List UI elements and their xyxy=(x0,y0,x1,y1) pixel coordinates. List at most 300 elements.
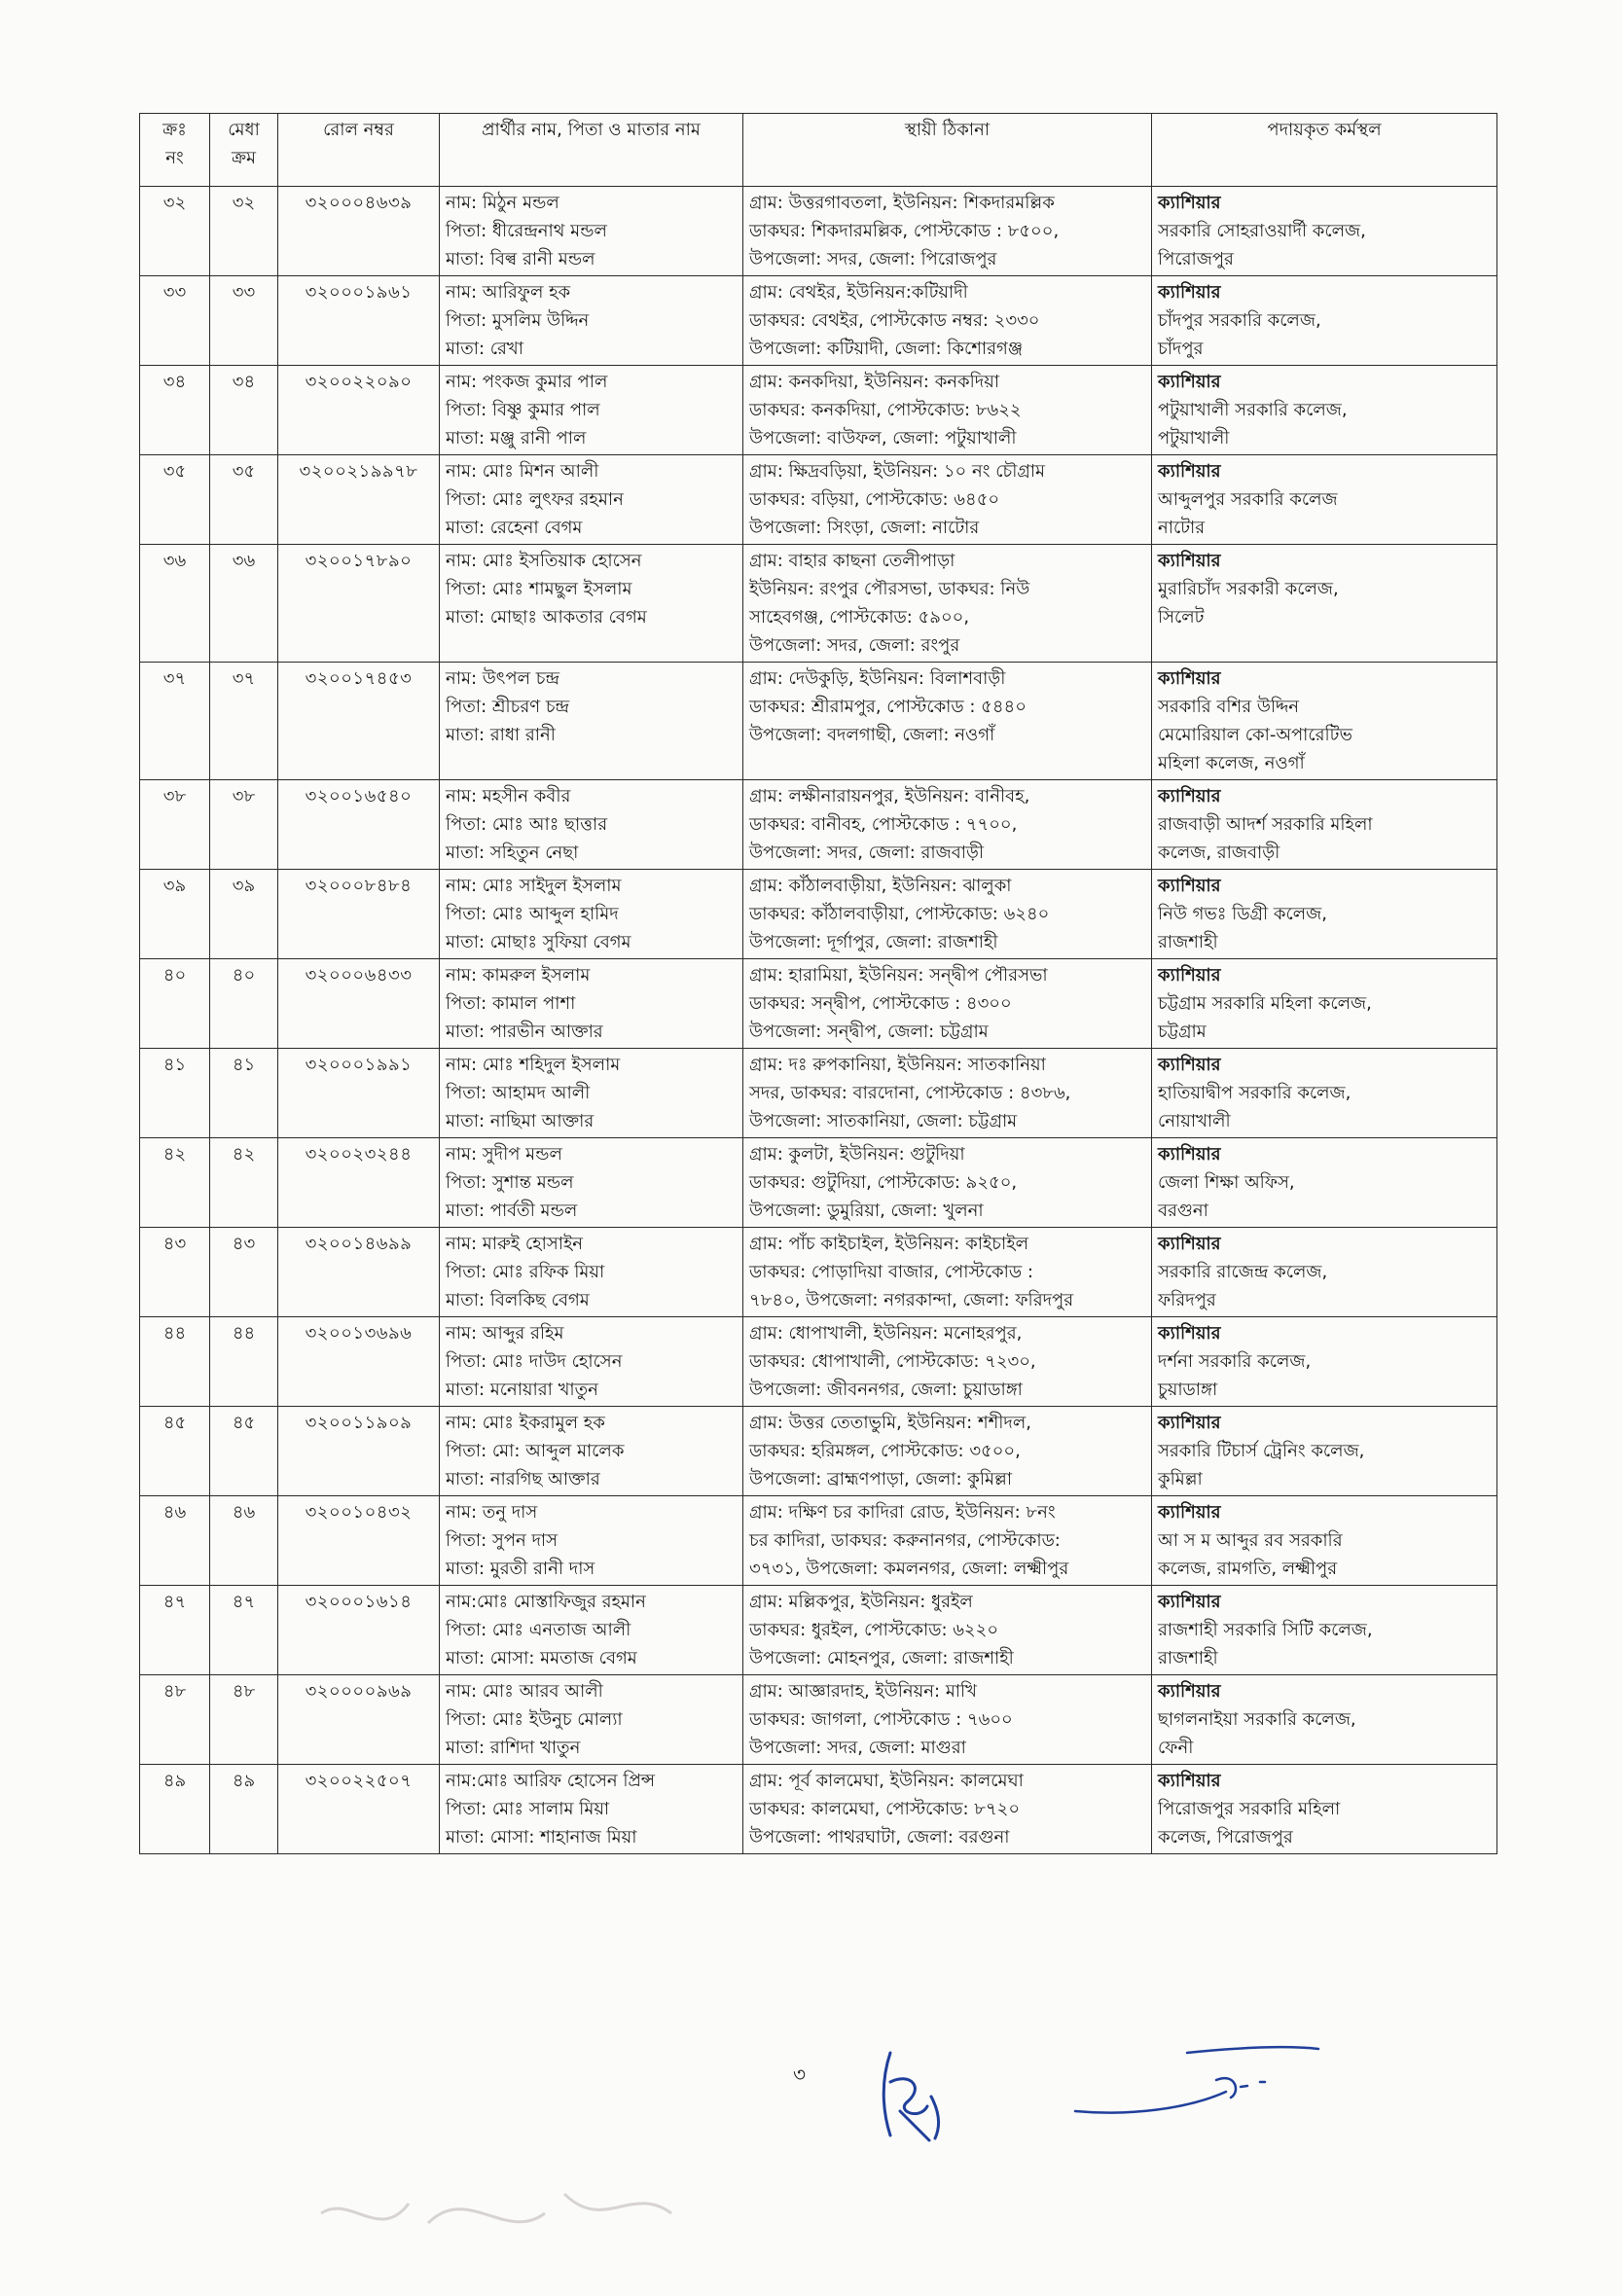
candidate-name: নাম:মোঃ আরিফ হোসেন প্রিন্স xyxy=(446,1771,656,1791)
post-title: ক্যাশিয়ার xyxy=(1158,668,1221,689)
workplace-line: চাঁদপুর xyxy=(1158,339,1204,359)
candidate-cell xyxy=(440,1675,743,1765)
workplace-line: চট্টগ্রাম xyxy=(1158,1022,1207,1042)
table-row xyxy=(140,870,1497,959)
candidate-name: নাম: তনু দাস xyxy=(446,1502,538,1523)
mother-name: মাতা: বিলকিছ বেগম xyxy=(446,1290,590,1310)
workplace-cell xyxy=(1152,1407,1497,1496)
merit-cell: ৩৫ xyxy=(210,455,278,545)
serial-cell: ৩৮ xyxy=(140,780,210,870)
merit-cell: ৩৭ xyxy=(210,663,278,780)
workplace-line: বরগুনা xyxy=(1158,1201,1208,1221)
post-title: ক্যাশিয়ার xyxy=(1158,1234,1221,1254)
father-name: পিতা: মোঃ শামছুল ইসলাম xyxy=(446,579,632,599)
address-line: সদর, ডাকঘর: বারদোনা, পোস্টকোড : ৪৩৮৬, xyxy=(749,1083,1071,1103)
candidate-cell xyxy=(440,870,743,959)
candidate-cell xyxy=(440,1496,743,1586)
mother-name: মাতা: সহিতুন নেছা xyxy=(446,843,579,863)
candidate-cell xyxy=(440,1586,743,1675)
workplace-cell xyxy=(1152,870,1497,959)
candidate-name: নাম: মোঃ সাইদুল ইসলাম xyxy=(446,876,622,896)
serial-cell: ৩৭ xyxy=(140,663,210,780)
serial-cell: ৪৯ xyxy=(140,1765,210,1854)
address-line: সাহেবগঞ্জ, পোস্টকোড: ৫৯০০, xyxy=(749,607,970,628)
candidate-cell xyxy=(440,959,743,1049)
merit-cell: ৪২ xyxy=(210,1138,278,1228)
table-body xyxy=(140,187,1497,1854)
mother-name: মাতা: মোছাঃ আকতার বেগম xyxy=(446,607,647,628)
roll-cell: ৩২০০১৭৪৫৩ xyxy=(278,663,440,780)
workplace-line: নিউ গভঃ ডিগ্রী কলেজ, xyxy=(1158,904,1327,924)
candidate-cell xyxy=(440,366,743,455)
mother-name: মাতা: রেহেনা বেগম xyxy=(446,518,583,538)
header-roll: রোল নম্বর xyxy=(278,114,440,187)
mother-name: মাতা: মনোয়ারা খাতুন xyxy=(446,1380,598,1400)
table-row xyxy=(140,1407,1497,1496)
mother-name: মাতা: রাধা রানী xyxy=(446,725,556,745)
candidate-cell xyxy=(440,545,743,663)
address-cell xyxy=(743,366,1152,455)
serial-cell: ৩৫ xyxy=(140,455,210,545)
merit-cell: ৪৬ xyxy=(210,1496,278,1586)
roll-cell: ৩২০০১৪৬৯৯ xyxy=(278,1228,440,1317)
father-name: পিতা: মোঃ এনতাজ আলী xyxy=(446,1620,631,1640)
post-title: ক্যাশিয়ার xyxy=(1158,1502,1221,1523)
merit-cell: ৪৩ xyxy=(210,1228,278,1317)
address-line: উপজেলা: সদর, জেলা: পিরোজপুর xyxy=(749,249,997,269)
address-line: গ্রাম: কুলটা, ইউনিয়ন: গুটুদিয়া xyxy=(749,1144,965,1165)
address-line: ইউনিয়ন: রংপুর পৌরসভা, ডাকঘর: নিউ xyxy=(749,579,1030,599)
post-title: ক্যাশিয়ার xyxy=(1158,193,1221,213)
address-cell xyxy=(743,276,1152,366)
address-line: উপজেলা: বাউফল, জেলা: পটুয়াখালী xyxy=(749,428,1017,448)
workplace-line: হাতিয়াদ্বীপ সরকারি কলেজ, xyxy=(1158,1083,1352,1103)
header-name: প্রার্থীর নাম, পিতা ও মাতার নাম xyxy=(440,114,743,187)
serial-cell: ৪৩ xyxy=(140,1228,210,1317)
mother-name: মাতা: মুরতী রানী দাস xyxy=(446,1559,595,1579)
merit-cell: ৪৮ xyxy=(210,1675,278,1765)
address-line: গ্রাম: উত্তরগাবতলা, ইউনিয়ন: শিকদারমল্লিক xyxy=(749,193,1055,213)
address-line: গ্রাম: পাঁচ কাইচাইল, ইউনিয়ন: কাইচাইল xyxy=(749,1234,1028,1254)
header-posting: পদায়কৃত কর্মস্থল xyxy=(1152,114,1497,187)
workplace-cell xyxy=(1152,959,1497,1049)
address-line: উপজেলা: সন্দ্বীপ, জেলা: চট্টগ্রাম xyxy=(749,1022,989,1042)
table-row xyxy=(140,545,1497,663)
address-cell xyxy=(743,545,1152,663)
workplace-line: চট্টগ্রাম সরকারি মহিলা কলেজ, xyxy=(1158,993,1372,1014)
workplace-line: পটুয়াখালী সরকারি কলেজ, xyxy=(1158,400,1348,420)
workplace-line: রাজশাহী xyxy=(1158,932,1218,952)
post-title: ক্যাশিয়ার xyxy=(1158,1771,1221,1791)
post-title: ক্যাশিয়ার xyxy=(1158,1055,1221,1075)
address-line: উপজেলা: সিংড়া, জেলা: নাটোর xyxy=(749,518,980,538)
merit-cell: ৪০ xyxy=(210,959,278,1049)
workplace-cell xyxy=(1152,1586,1497,1675)
header-merit: মেধা ক্রম xyxy=(210,114,278,187)
father-name: পিতা: আহামদ আলী xyxy=(446,1083,591,1103)
workplace-cell xyxy=(1152,455,1497,545)
merit-cell: ৩৮ xyxy=(210,780,278,870)
workplace-line: চাঁদপুর সরকারি কলেজ, xyxy=(1158,310,1321,331)
serial-cell: ৩৯ xyxy=(140,870,210,959)
workplace-line: সিলেট xyxy=(1158,607,1205,628)
merit-cell: ৩৬ xyxy=(210,545,278,663)
workplace-line: নাটোর xyxy=(1158,518,1206,538)
roll-cell: ৩২০০১১৯০৯ xyxy=(278,1407,440,1496)
mother-name: মাতা: নারগিছ আক্তার xyxy=(446,1469,600,1489)
address-line: গ্রাম: লক্ষীনারায়নপুর, ইউনিয়ন: বানীবহ, xyxy=(749,786,1030,807)
workplace-cell xyxy=(1152,1228,1497,1317)
candidate-cell xyxy=(440,1049,743,1138)
post-title: ক্যাশিয়ার xyxy=(1158,1323,1221,1344)
address-line: উপজেলা: সদর, জেলা: রাজবাড়ী xyxy=(749,843,984,863)
merit-cell: ৪৭ xyxy=(210,1586,278,1675)
workplace-cell xyxy=(1152,780,1497,870)
address-cell xyxy=(743,1049,1152,1138)
candidate-cell xyxy=(440,663,743,780)
address-line: ডাকঘর: শিকদারমল্লিক, পোস্টকোড : ৮৫০০, xyxy=(749,221,1060,241)
address-line: ডাকঘর: বেথইর, পোস্টকোড নম্বর: ২৩৩০ xyxy=(749,310,1040,331)
address-cell xyxy=(743,1765,1152,1854)
post-title: ক্যাশিয়ার xyxy=(1158,551,1221,571)
serial-cell: ৪৭ xyxy=(140,1586,210,1675)
workplace-line: নোয়াখালী xyxy=(1158,1111,1231,1131)
table-row xyxy=(140,1138,1497,1228)
father-name: পিতা: কামাল পাশা xyxy=(446,993,576,1014)
address-line: উপজেলা: জীবননগর, জেলা: চুয়াডাঙ্গা xyxy=(749,1380,1023,1400)
address-line: উপজেলা: সদর, জেলা: রংপুর xyxy=(749,635,960,656)
table-row xyxy=(140,663,1497,780)
father-name: পিতা: সুশান্ত মন্ডল xyxy=(446,1172,574,1193)
candidate-cell xyxy=(440,1138,743,1228)
workplace-cell xyxy=(1152,1317,1497,1407)
post-title: ক্যাশিয়ার xyxy=(1158,786,1221,807)
address-line: গ্রাম: বেথইর, ইউনিয়ন:কটিয়াদী xyxy=(749,282,968,303)
merit-cell: ৪১ xyxy=(210,1049,278,1138)
roll-cell: ৩২০০১৭৮৯০ xyxy=(278,545,440,663)
workplace-line: রাজশাহী সরকারি সিটি কলেজ, xyxy=(1158,1620,1373,1640)
table-header-row xyxy=(140,114,1497,187)
roll-cell: ৩২০০০৬৪৩৩ xyxy=(278,959,440,1049)
candidate-name: নাম: মোঃ ইসতিয়াক হোসেন xyxy=(446,551,642,571)
address-line: উপজেলা: সাতকানিয়া, জেলা: চট্টগ্রাম xyxy=(749,1111,1018,1131)
address-cell xyxy=(743,959,1152,1049)
candidate-name: নাম: আরিফুল হক xyxy=(446,282,571,303)
table-row xyxy=(140,455,1497,545)
address-line: ডাকঘর: ধোপাখালী, পোস্টকোড: ৭২৩০, xyxy=(749,1351,1036,1372)
roll-cell: ৩২০০২৩২৪৪ xyxy=(278,1138,440,1228)
address-cell xyxy=(743,663,1152,780)
workplace-cell xyxy=(1152,1496,1497,1586)
address-cell xyxy=(743,1407,1152,1496)
serial-cell: ৪১ xyxy=(140,1049,210,1138)
address-cell xyxy=(743,1586,1152,1675)
address-line: গ্রাম: বাহার কাছনা তেলীপাড়া xyxy=(749,551,955,571)
candidate-name: নাম: মোঃ আরব আলী xyxy=(446,1681,603,1702)
table-row xyxy=(140,1049,1497,1138)
roll-cell: ৩২০০১৬৫৪০ xyxy=(278,780,440,870)
roll-cell: ৩২০০২১৯৯৭৮ xyxy=(278,455,440,545)
serial-cell: ৪৪ xyxy=(140,1317,210,1407)
merit-cell: ৩৯ xyxy=(210,870,278,959)
address-line: গ্রাম: হারামিয়া, ইউনিয়ন: সন্দ্বীপ পৌরসভা xyxy=(749,965,1048,986)
address-line: গ্রাম: আজ্ঞারদাহ, ইউনিয়ন: মাখি xyxy=(749,1681,977,1702)
father-name: পিতা: বিষ্ণু কুমার পাল xyxy=(446,400,600,420)
mother-name: মাতা: নাছিমা আক্তার xyxy=(446,1111,595,1131)
address-cell xyxy=(743,1496,1152,1586)
merit-cell: ৪৫ xyxy=(210,1407,278,1496)
workplace-cell xyxy=(1152,1675,1497,1765)
mother-name: মাতা: মঞ্জু রানী পাল xyxy=(446,428,587,448)
address-cell xyxy=(743,870,1152,959)
address-line: গ্রাম: উত্তর তেতাভুমি, ইউনিয়ন: শশীদল, xyxy=(749,1413,1031,1433)
post-title: ক্যাশিয়ার xyxy=(1158,1413,1221,1433)
roll-cell: ৩২০০২২০৯০ xyxy=(278,366,440,455)
workplace-line: সরকারি রাজেন্দ্র কলেজ, xyxy=(1158,1262,1328,1282)
workplace-line: মুরারিচাঁদ সরকারী কলেজ, xyxy=(1158,579,1339,599)
address-cell xyxy=(743,455,1152,545)
candidate-name: নাম: মোঃ ইকরামুল হক xyxy=(446,1413,605,1433)
signature-mark-left xyxy=(871,2043,988,2150)
candidate-name: নাম: পংকজ কুমার পাল xyxy=(446,372,608,392)
candidate-name: নাম: কামরুল ইসলাম xyxy=(446,965,591,986)
workplace-line: কলেজ, রাজবাড়ী xyxy=(1158,843,1280,863)
merit-cell: ৩৪ xyxy=(210,366,278,455)
workplace-line: ছাগলনাইয়া সরকারি কলেজ, xyxy=(1158,1709,1356,1730)
workplace-line: পিরোজপুর সরকারি মহিলা xyxy=(1158,1799,1341,1819)
merit-cell: ৪৪ xyxy=(210,1317,278,1407)
address-line: ডাকঘর: কালমেঘা, পোস্টকোড: ৮৭২০ xyxy=(749,1799,1021,1819)
father-name: পিতা: সুপন দাস xyxy=(446,1530,559,1551)
address-line: গ্রাম: কনকদিয়া, ইউনিয়ন: কনকদিয়া xyxy=(749,372,1000,392)
address-cell xyxy=(743,780,1152,870)
candidate-name: নাম: মোঃ শহিদুল ইসলাম xyxy=(446,1055,621,1075)
address-line: ডাকঘর: গুটুদিয়া, পোস্টকোড: ৯২৫০, xyxy=(749,1172,1018,1193)
father-name: পিতা: মোঃ ইউনুচ মোল্যা xyxy=(446,1709,623,1730)
roll-cell: ৩২০০০০৯৬৯ xyxy=(278,1675,440,1765)
address-cell xyxy=(743,1317,1152,1407)
table-row xyxy=(140,959,1497,1049)
signature-mark-right xyxy=(1070,2043,1323,2131)
address-line: গ্রাম: দেউকুড়ি, ইউনিয়ন: বিলাশবাড়ী xyxy=(749,668,1006,689)
address-cell xyxy=(743,1138,1152,1228)
workplace-cell xyxy=(1152,663,1497,780)
workplace-line: চুয়াডাঙ্গা xyxy=(1158,1380,1218,1400)
serial-cell: ৩৬ xyxy=(140,545,210,663)
address-cell xyxy=(743,1228,1152,1317)
candidate-name: নাম: মারুই হোসাইন xyxy=(446,1234,584,1254)
address-line: গ্রাম: কাঁঠালবাড়ীয়া, ইউনিয়ন: ঝালুকা xyxy=(749,876,1012,896)
candidate-cell xyxy=(440,276,743,366)
serial-cell: ৪৫ xyxy=(140,1407,210,1496)
serial-cell: ৪৬ xyxy=(140,1496,210,1586)
father-name: পিতা: শ্রীচরণ চন্দ্র xyxy=(446,697,570,717)
header-serial: ক্রঃ নং xyxy=(140,114,210,187)
workplace-cell xyxy=(1152,187,1497,276)
roll-cell: ৩২০০১৩৬৯৬ xyxy=(278,1317,440,1407)
mother-name: মাতা: রেখা xyxy=(446,339,523,359)
address-line: ডাকঘর: শ্রীরামপুর, পোস্টকোড : ৫৪৪০ xyxy=(749,697,1027,717)
roll-cell: ৩২০০২২৫০৭ xyxy=(278,1765,440,1854)
workplace-cell xyxy=(1152,1765,1497,1854)
address-line: উপজেলা: মোহনপুর, জেলা: রাজশাহী xyxy=(749,1648,1014,1668)
merit-cell: ৩২ xyxy=(210,187,278,276)
roll-cell: ৩২০০০১৯৬১ xyxy=(278,276,440,366)
candidate-name: নাম: মহসীন কবীর xyxy=(446,786,571,807)
workplace-line: দর্শনা সরকারি কলেজ, xyxy=(1158,1351,1312,1372)
father-name: পিতা: ধীরেন্দ্রনাথ মন্ডল xyxy=(446,221,607,241)
candidate-name: নাম: উৎপল চন্দ্র xyxy=(446,668,560,689)
workplace-line: আব্দুলপুর সরকারি কলেজ xyxy=(1158,489,1338,510)
workplace-line: আ স ম আব্দুর রব সরকারি xyxy=(1158,1530,1343,1551)
address-line: গ্রাম: পূর্ব কালমেঘা, ইউনিয়ন: কালমেঘা xyxy=(749,1771,1024,1791)
post-title: ক্যাশিয়ার xyxy=(1158,876,1221,896)
workplace-cell xyxy=(1152,1138,1497,1228)
posting-table xyxy=(139,113,1497,1854)
post-title: ক্যাশিয়ার xyxy=(1158,1592,1221,1612)
merit-cell: ৩৩ xyxy=(210,276,278,366)
candidate-name: নাম: মিঠুন মন্ডল xyxy=(446,193,559,213)
address-line: গ্রাম: দক্ষিণ চর কাদিরা রোড, ইউনিয়ন: ৮নং xyxy=(749,1502,1056,1523)
address-line: ডাকঘর: হরিমঙ্গল, পোস্টকোড: ৩৫০০, xyxy=(749,1441,1021,1461)
post-title: ক্যাশিয়ার xyxy=(1158,1681,1221,1702)
table-row xyxy=(140,780,1497,870)
father-name: পিতা: মোঃ লুৎফর রহমান xyxy=(446,489,624,510)
candidate-name: নাম: সুদীপ মন্ডল xyxy=(446,1144,562,1165)
roll-cell: ৩২০০০১৬১৪ xyxy=(278,1586,440,1675)
mother-name: মাতা: পার্বতী মন্ডল xyxy=(446,1201,578,1221)
mother-name: মাতা: মোছাঃ সুফিয়া বেগম xyxy=(446,932,631,952)
table-row xyxy=(140,1675,1497,1765)
address-line: ডাকঘর: পোড়াদিয়া বাজার, পোস্টকোড : xyxy=(749,1262,1033,1282)
workplace-cell xyxy=(1152,366,1497,455)
father-name: পিতা: মোঃ সালাম মিয়া xyxy=(446,1799,610,1819)
table-row xyxy=(140,1765,1497,1854)
workplace-line: রাজশাহী xyxy=(1158,1648,1218,1668)
father-name: পিতা: মুসলিম উদ্দিন xyxy=(446,310,590,331)
roll-cell: ৩২০০১০৪৩২ xyxy=(278,1496,440,1586)
table-row xyxy=(140,276,1497,366)
table-row xyxy=(140,1586,1497,1675)
table-row xyxy=(140,1496,1497,1586)
address-line: গ্রাম: দঃ রুপকানিয়া, ইউনিয়ন: সাতকানিয়া xyxy=(749,1055,1046,1075)
serial-cell: ৪০ xyxy=(140,959,210,1049)
post-title: ক্যাশিয়ার xyxy=(1158,1144,1221,1165)
mother-name: মাতা: মোসা: মমতাজ বেগম xyxy=(446,1648,637,1668)
post-title: ক্যাশিয়ার xyxy=(1158,372,1221,392)
workplace-line: কলেজ, রামগতি, লক্ষ্মীপুর xyxy=(1158,1559,1338,1579)
address-line: ডাকঘর: বানীবহ, পোস্টকোড : ৭৭০০, xyxy=(749,814,1018,835)
serial-cell: ৩৪ xyxy=(140,366,210,455)
address-line: উপজেলা: ডুমুরিয়া, জেলা: খুলনা xyxy=(749,1201,984,1221)
address-line: ৩৭৩১, উপজেলা: কমলনগর, জেলা: লক্ষ্মীপুর xyxy=(749,1559,1069,1579)
table-row xyxy=(140,366,1497,455)
mother-name: মাতা: মোসা: শাহানাজ মিয়া xyxy=(446,1827,637,1848)
workplace-line: সরকারি সোহরাওয়ার্দী কলেজ, xyxy=(1158,221,1366,241)
roll-cell: ৩২০০০১৯৯১ xyxy=(278,1049,440,1138)
workplace-line: কলেজ, পিরোজপুর xyxy=(1158,1827,1293,1848)
candidate-cell xyxy=(440,780,743,870)
serial-cell: ৩৩ xyxy=(140,276,210,366)
address-line: ডাকঘর: কাঁঠালবাড়ীয়া, পোস্টকোড: ৬২৪০ xyxy=(749,904,1050,924)
candidate-cell xyxy=(440,1228,743,1317)
workplace-cell xyxy=(1152,1049,1497,1138)
father-name: পিতা: মোঃ রফিক মিয়া xyxy=(446,1262,605,1282)
workplace-line: পটুয়াখালী xyxy=(1158,428,1230,448)
address-line: উপজেলা: পাথরঘাটা, জেলা: বরগুনা xyxy=(749,1827,1010,1848)
workplace-line: মেমোরিয়াল কো-অপারেটিভ xyxy=(1158,725,1352,745)
workplace-line: ফরিদপুর xyxy=(1158,1290,1216,1310)
workplace-line: কুমিল্লা xyxy=(1158,1469,1203,1489)
address-line: গ্রাম: ধোপাখালী, ইউনিয়ন: মনোহরপুর, xyxy=(749,1323,1023,1344)
address-line: উপজেলা: বদলগাছী, জেলা: নওগাঁ xyxy=(749,725,995,745)
merit-cell: ৪৯ xyxy=(210,1765,278,1854)
workplace-line: সরকারি বশির উদ্দিন xyxy=(1158,697,1300,717)
father-name: পিতা: মোঃ আঃ ছাত্তার xyxy=(446,814,608,835)
workplace-line: ফেনী xyxy=(1158,1738,1194,1758)
post-title: ক্যাশিয়ার xyxy=(1158,965,1221,986)
address-line: ডাকঘর: বড়িয়া, পোস্টকোড: ৬৪৫০ xyxy=(749,489,1000,510)
workplace-cell xyxy=(1152,545,1497,663)
workplace-line: রাজবাড়ী আদর্শ সরকারি মহিলা xyxy=(1158,814,1373,835)
page-number: ৩ xyxy=(793,2063,807,2086)
workplace-line: মহিলা কলেজ, নওগাঁ xyxy=(1158,753,1305,773)
address-line: গ্রাম: ক্ষিদ্রবড়িয়া, ইউনিয়ন: ১০ নং চৌগ্রাম xyxy=(749,461,1046,482)
candidate-name: নাম: মোঃ মিশন আলী xyxy=(446,461,599,482)
workplace-line: সরকারি টিচার্স ট্রেনিং কলেজ, xyxy=(1158,1441,1365,1461)
document-sheet xyxy=(139,113,1496,1854)
address-cell xyxy=(743,187,1152,276)
address-line: উপজেলা: সদর, জেলা: মাগুরা xyxy=(749,1738,966,1758)
candidate-cell xyxy=(440,1407,743,1496)
workplace-cell xyxy=(1152,276,1497,366)
serial-cell: ৪২ xyxy=(140,1138,210,1228)
address-line: উপজেলা: দূর্গাপুর, জেলা: রাজশাহী xyxy=(749,932,998,952)
mother-name: মাতা: রাশিদা খাতুন xyxy=(446,1738,581,1758)
table-row xyxy=(140,187,1497,276)
table-row xyxy=(140,1317,1497,1407)
father-name: পিতা: মো: আব্দুল মালেক xyxy=(446,1441,625,1461)
address-line: গ্রাম: মল্লিকপুর, ইউনিয়ন: ধুরইল xyxy=(749,1592,973,1612)
candidate-name: নাম:মোঃ মোস্তাফিজুর রহমান xyxy=(446,1592,646,1612)
address-line: চর কাদিরা, ডাকঘর: করুনানগর, পোস্টকোড: xyxy=(749,1530,1061,1551)
address-line: উপজেলা: কটিয়াদী, জেলা: কিশোরগঞ্জ xyxy=(749,339,1024,359)
table-row xyxy=(140,1228,1497,1317)
workplace-line: জেলা শিক্ষা অফিস, xyxy=(1158,1172,1295,1193)
header-address: স্থায়ী ঠিকানা xyxy=(743,114,1152,187)
address-line: ডাকঘর: সন্দ্বীপ, পোস্টকোড : ৪৩০০ xyxy=(749,993,1012,1014)
mother-name: মাতা: বিল্ব রানী মন্ডল xyxy=(446,249,595,269)
serial-cell: ৩২ xyxy=(140,187,210,276)
faint-handwritten-date xyxy=(311,2155,681,2262)
roll-cell: ৩২০০০৪৬৩৯ xyxy=(278,187,440,276)
candidate-cell xyxy=(440,1765,743,1854)
candidate-cell xyxy=(440,187,743,276)
post-title: ক্যাশিয়ার xyxy=(1158,282,1221,303)
candidate-name: নাম: আব্দুর রহিম xyxy=(446,1323,564,1344)
address-line: ডাকঘর: জাগলা, পোস্টকোড : ৭৬০০ xyxy=(749,1709,1013,1730)
workplace-line: পিরোজপুর xyxy=(1158,249,1234,269)
candidate-cell xyxy=(440,455,743,545)
address-line: ৭৮৪০, উপজেলা: নগরকান্দা, জেলা: ফরিদপুর xyxy=(749,1290,1074,1310)
address-line: উপজেলা: ব্রাহ্মণপাড়া, জেলা: কুমিল্লা xyxy=(749,1469,1013,1489)
address-cell xyxy=(743,1675,1152,1765)
address-line: ডাকঘর: কনকদিয়া, পোস্টকোড: ৮৬২২ xyxy=(749,400,1022,420)
candidate-cell xyxy=(440,1317,743,1407)
serial-cell: ৪৮ xyxy=(140,1675,210,1765)
roll-cell: ৩২০০০৮৪৮৪ xyxy=(278,870,440,959)
mother-name: মাতা: পারভীন আক্তার xyxy=(446,1022,603,1042)
